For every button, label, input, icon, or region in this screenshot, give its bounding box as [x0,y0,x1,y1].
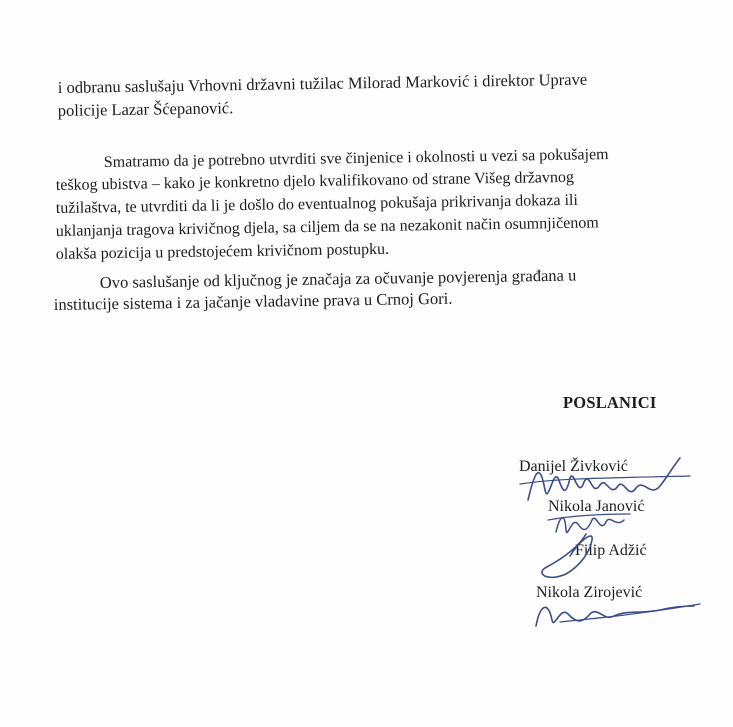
signer-3: Filip Adžić [575,542,647,559]
signature-4-stroke [536,606,694,626]
signer-1: Danijel Živković [519,458,628,475]
paragraph-2-line-4: uklanjanja tragova krivičnog djela, sa ciljem da se na nezakonit način osumnjičenom [55,214,599,241]
paragraph-2-line-2: teškog ubistva – kako je konkretno djelo kvalifikovano od strane Višeg državnog [55,168,575,195]
paragraph-3-line-2: institucije sistema i za jačanje vladavine prava u Crnoj Gori. [53,288,453,315]
paragraph-1-line-1: i odbranu saslušaju Vrhovni državni tužilac Milorad Marković i direktor Uprave [57,69,588,98]
signature-2-stroke [556,518,624,533]
signer-2: Nikola Janović [548,498,645,515]
signer-4: Nikola Zirojević [536,584,643,601]
paragraph-1-line-2: policije Lazar Šćepanović. [57,98,234,121]
signature-heading: POSLANICI [563,393,657,412]
paragraph-2-line-1: Smatramo da je potrebno utvrditi sve činjenice i okolnosti u vezi sa pokušajem [103,146,609,172]
paragraph-2-line-3: tužilaštva, te utvrditi da li je došlo do eventualnog pokušaja prikrivanja dokaza ili [55,191,578,218]
paragraph-2-line-5: olakša pozicija u predstojećem krivičnom postupku. [55,240,390,264]
paragraph-3-line-1: Ovo saslušanje od ključnog je značaja za očuvanje povjerenja građana u [99,265,577,293]
